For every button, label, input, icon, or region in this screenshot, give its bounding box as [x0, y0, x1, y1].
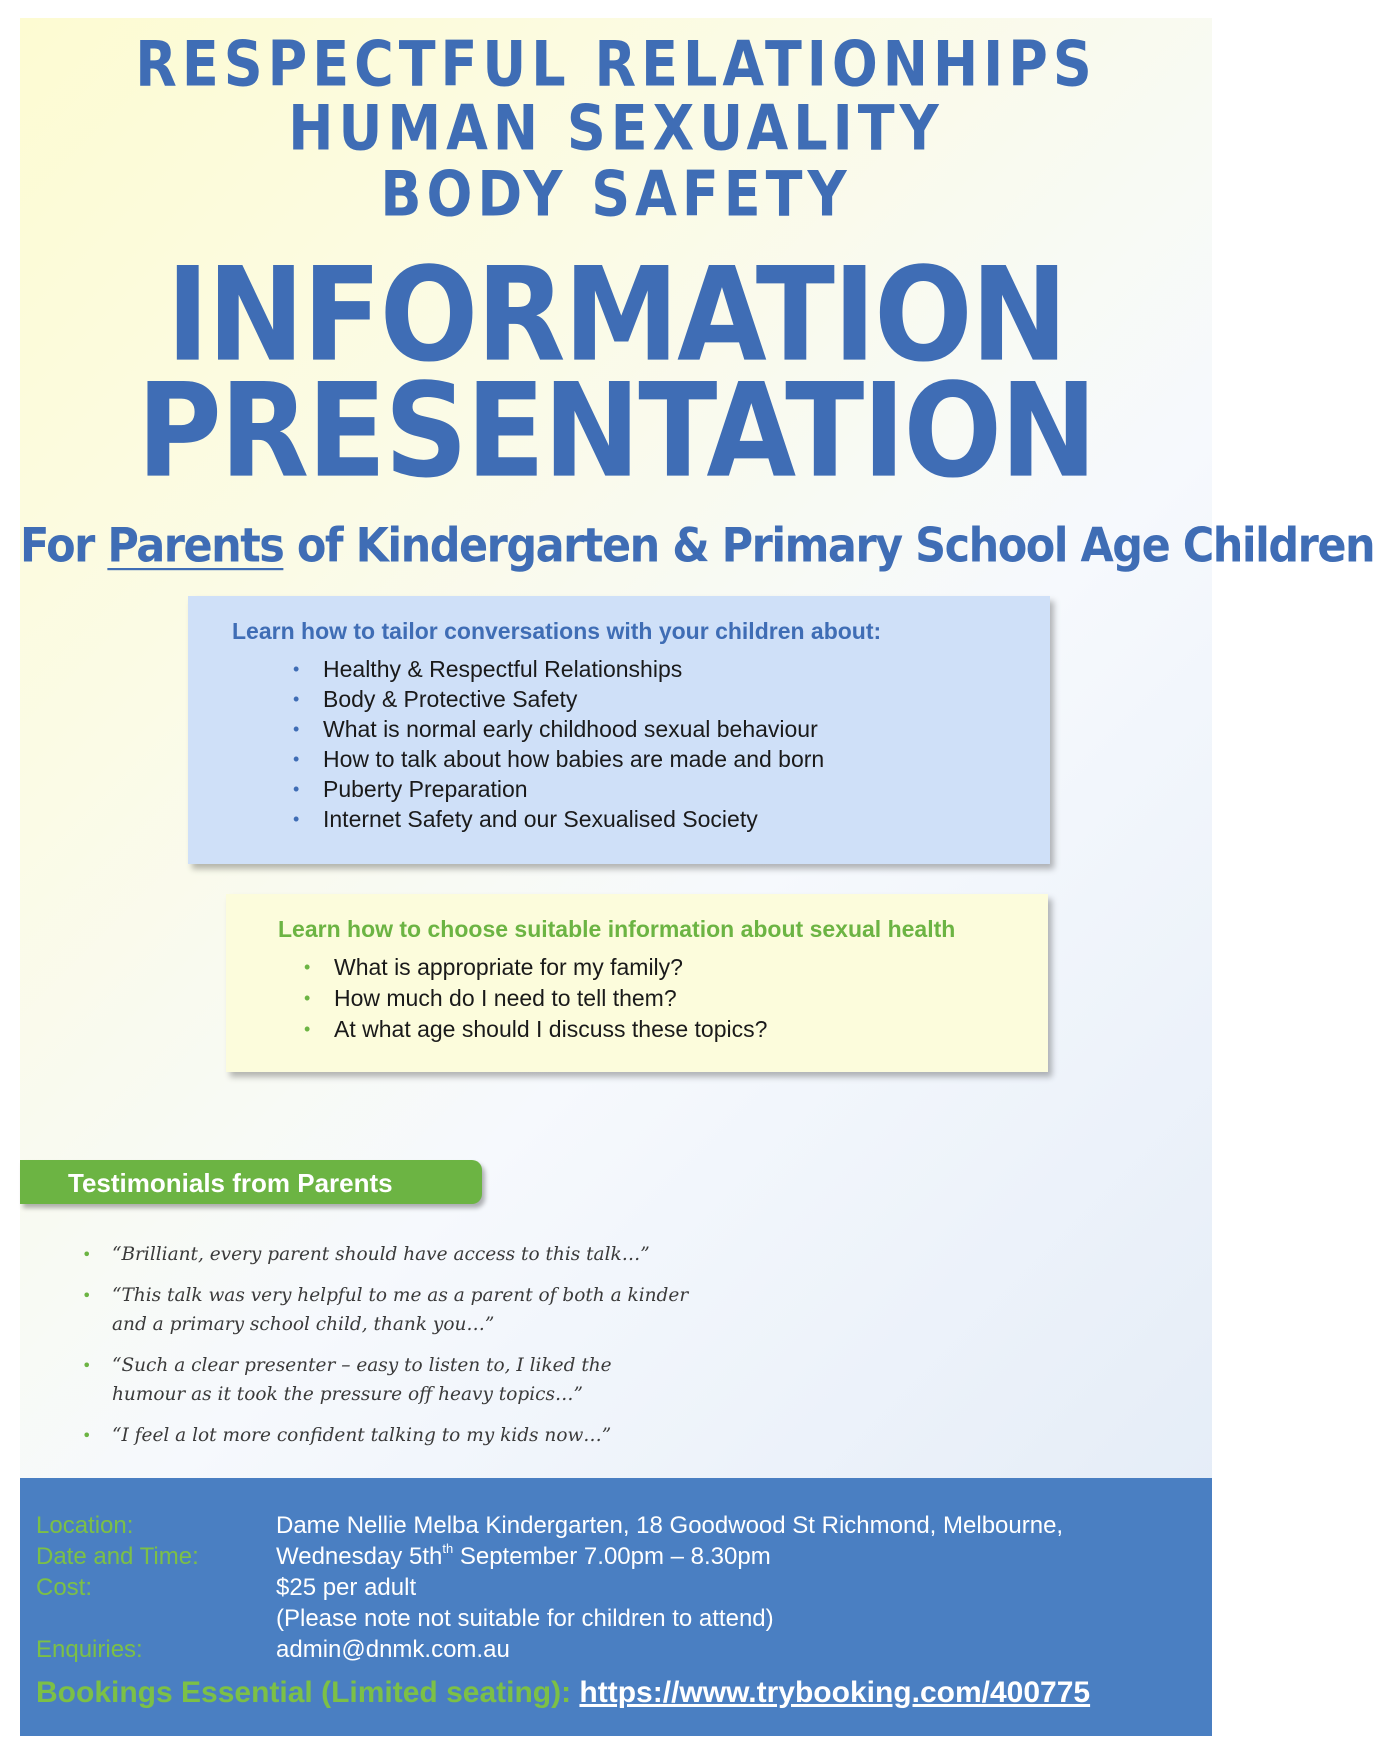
list-item: [304, 983, 767, 1014]
testimonial-text: “This talk was very helpful to me as a parent of both a kinder and a primary school child, thank you…”: [112, 1285, 689, 1335]
topic-line-3: BODY SAFETY: [380, 158, 852, 231]
bookings-label: Bookings Essential (Limited seating):: [36, 1676, 580, 1709]
testimonials-list: [82, 1240, 782, 1462]
enquiries-email[interactable]: admin@dnmk.com.au: [276, 1636, 510, 1663]
list-item-text: Healthy & Respectful Relationships: [323, 656, 683, 682]
cost-value: $25 per adult: [276, 1574, 417, 1601]
bullet-icon: •: [82, 1426, 92, 1445]
date-value-time: September 7.00pm – 8.30pm: [453, 1543, 771, 1570]
cost-row: [20, 1574, 1212, 1605]
bullet-icon: •: [293, 719, 300, 739]
cost-note-row: [20, 1605, 1212, 1636]
bullet-icon: •: [82, 1356, 92, 1375]
list-item-text: At what age should I discuss these topics?: [334, 1016, 768, 1042]
list-item: [293, 744, 824, 774]
list-item: [293, 714, 824, 744]
list-item: [304, 1014, 767, 1045]
testimonial-item: [82, 1281, 782, 1339]
conversation-topics-box: [188, 596, 1050, 864]
enquiries-row: [20, 1636, 1212, 1667]
bullet-icon: •: [293, 659, 300, 679]
list-item: [293, 804, 824, 834]
date-value-day: Wednesday 5th: [276, 1543, 443, 1570]
location-row: [20, 1512, 1212, 1543]
audience-subtitle: [20, 518, 1374, 574]
list-item: [293, 654, 824, 684]
list-item-text: What is normal early childhood sexual behaviour: [323, 716, 818, 742]
bullet-icon: •: [304, 1019, 311, 1039]
list-item-text: What is appropriate for my family?: [334, 954, 683, 980]
cost-note: (Please note not suitable for children to attend): [276, 1605, 774, 1632]
list-item: [293, 684, 824, 714]
testimonials-tab: [20, 1160, 482, 1204]
date-value: [276, 1543, 771, 1571]
list-item: [304, 952, 767, 983]
testimonial-text: “Brilliant, every parent should have access to this talk…”: [112, 1244, 650, 1265]
testimonial-text: “I feel a lot more confident talking to my kids now…”: [112, 1425, 612, 1446]
bullet-icon: •: [293, 779, 300, 799]
list-item-text: How much do I need to tell them?: [334, 985, 677, 1011]
booking-link[interactable]: https://www.trybooking.com/400775: [579, 1676, 1091, 1709]
list-item: [293, 774, 824, 804]
event-details-footer: [20, 1478, 1212, 1736]
subtitle-prefix: For: [20, 518, 108, 574]
title-presentation: PRESENTATION: [136, 355, 1096, 508]
bullet-icon: •: [82, 1286, 92, 1305]
subtitle-parents: Parents: [107, 518, 284, 574]
date-value-superscript: th: [442, 1541, 454, 1556]
bullet-icon: •: [304, 957, 311, 977]
list-item-text: Body & Protective Safety: [323, 686, 578, 712]
conversation-topics-list: [293, 654, 824, 834]
bullet-icon: •: [293, 689, 300, 709]
testimonial-item: [82, 1421, 782, 1450]
bullet-icon: •: [293, 749, 300, 769]
title-information: INFORMATION: [166, 239, 1066, 392]
bullet-icon: •: [293, 809, 300, 829]
enquiries-label: Enquiries:: [36, 1636, 143, 1663]
flyer: [20, 18, 1374, 1736]
date-row: [20, 1543, 1212, 1574]
list-item-text: Internet Safety and our Sexualised Society: [323, 806, 758, 832]
bullet-icon: •: [82, 1245, 92, 1264]
list-item-text: Puberty Preparation: [323, 776, 528, 802]
date-label: Date and Time:: [36, 1543, 199, 1570]
testimonial-item: [82, 1351, 782, 1409]
location-value: Dame Nellie Melba Kindergarten, 18 Goodwood St Richmond, Melbourne,: [276, 1512, 1064, 1539]
location-label: Location:: [36, 1512, 134, 1539]
testimonial-text: “Such a clear presenter – easy to listen to, I liked the humour as it took the pressure off heavy topics…”: [112, 1355, 612, 1405]
topic-line-1: RESPECTFUL RELATIONHIPS: [135, 28, 1097, 101]
sexual-health-heading: Learn how to choose suitable information about sexual health: [278, 916, 956, 942]
sexual-health-list: [304, 952, 767, 1045]
bookings-line: [36, 1676, 1090, 1710]
testimonials-heading: Testimonials from Parents: [68, 1168, 393, 1198]
topic-line-2: HUMAN SEXUALITY: [288, 92, 944, 165]
cost-label: Cost:: [36, 1574, 93, 1601]
sexual-health-info-box: [226, 894, 1048, 1072]
list-item-text: How to talk about how babies are made and born: [323, 746, 825, 772]
testimonial-item: [82, 1240, 782, 1269]
conversation-topics-heading: Learn how to tailor conversations with your children about:: [232, 618, 882, 644]
subtitle-suffix: of Kindergarten & Primary School Age Children: [283, 518, 1374, 574]
bullet-icon: •: [304, 988, 311, 1008]
